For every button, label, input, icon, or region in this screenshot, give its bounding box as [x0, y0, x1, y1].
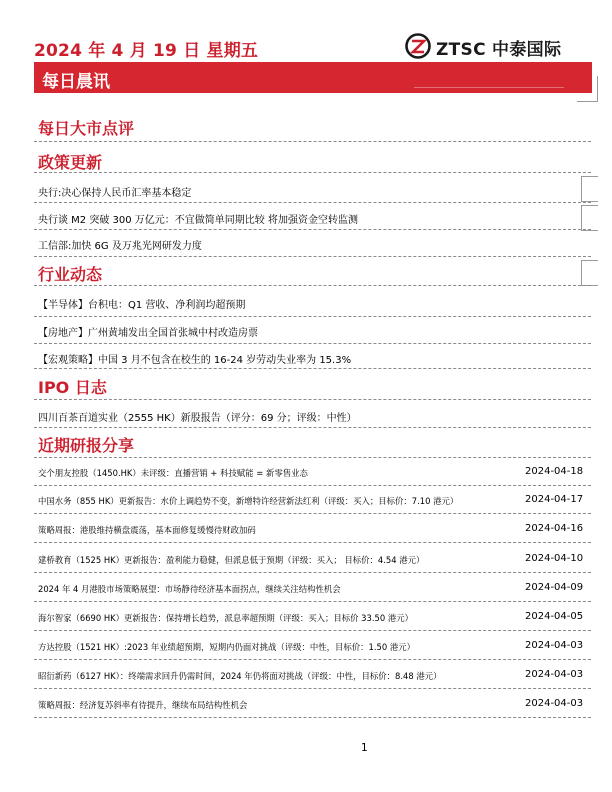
divider — [34, 399, 591, 400]
report-date: 2024-04-18 — [525, 466, 584, 477]
divider — [34, 513, 591, 514]
divider — [34, 659, 591, 660]
side-box — [581, 176, 598, 202]
report-date: 2024-04-16 — [525, 523, 584, 534]
divider — [34, 141, 591, 142]
report-title[interactable]: 策略周报：港股维持横盘震荡，基本面修复缓慢待财政加码 — [38, 525, 256, 535]
company-logo-text: ZTSC 中泰国际 — [436, 40, 562, 60]
list-item[interactable]: 【半导体】台积电：Q1 营收、净利润均超预期 — [38, 300, 246, 311]
report-date: 2024-04-09 — [525, 582, 584, 593]
divider — [34, 485, 591, 486]
divider — [34, 542, 591, 543]
report-title[interactable]: 策略周报：经济复苏斜率有待提升，继续布局结构性机会 — [38, 700, 248, 710]
section-title-ipo: IPO 日志 — [38, 378, 107, 397]
report-title[interactable]: 交个朋友控股（1450.HK）未评级：直播营销 + 科技赋能 = 新零售业态 — [38, 468, 308, 478]
section-title-market: 每日大市点评 — [38, 119, 135, 138]
section-title-policy: 政策更新 — [38, 153, 103, 172]
divider — [34, 316, 591, 317]
section-title-industry: 行业动态 — [38, 265, 103, 284]
report-title[interactable]: 建桥教育（1525 HK）更新报告：盈利能力稳健，但派息低于预期（评级：买入； 目标价：4.54 港元） — [38, 555, 425, 565]
divider — [34, 688, 591, 689]
section-title-research: 近期研报分享 — [38, 436, 135, 455]
list-item[interactable]: 【房地产】广州黄埔发出全国首张城中村改造房票 — [38, 328, 258, 339]
list-item[interactable]: 【宏观策略】中国 3 月不包含在校生的 16-24 岁劳动失业率为 15.3% — [38, 355, 352, 366]
report-title[interactable]: 昭衍新药（6127 HK）：终端需求回升仍需时间，2024 年仍将面对挑战（评级：中性，目标价：8.48 港元） — [38, 671, 442, 681]
report-date: 2024-04-03 — [525, 669, 584, 680]
report-date: 2024-04-03 — [525, 640, 584, 651]
divider — [34, 457, 591, 458]
divider — [34, 285, 591, 286]
list-item[interactable]: 央行谈 M2 突破 300 万亿元：不宜做简单同期比较 将加强资金空转监测 — [38, 215, 358, 226]
divider — [34, 172, 591, 173]
report-date: 2024-04-05 — [525, 611, 584, 622]
report-title[interactable]: 方达控股（1521 HK）:2023 年业绩超预期，短期内仍面对挑战（评级：中性，目标价：1.50 港元） — [38, 642, 415, 652]
page-number: 1 — [361, 742, 368, 754]
list-item[interactable]: 工信部:加快 6G 及万兆光网研发力度 — [38, 241, 202, 252]
divider — [34, 427, 591, 428]
report-title[interactable]: 海尔智家（6690 HK）更新报告：保持增长趋势，派息率超预期（评级：买入；目标价 33.50 港元） — [38, 613, 413, 623]
banner-title: 每日晨讯 — [42, 72, 110, 92]
divider — [34, 202, 591, 203]
title-banner — [34, 62, 592, 93]
list-item[interactable]: 央行:决心保持人民币汇率基本稳定 — [38, 188, 192, 199]
report-date: 2024-04-17 — [525, 494, 584, 505]
divider — [34, 256, 591, 257]
report-date: 2024-04-10 — [525, 553, 584, 564]
divider — [34, 343, 591, 344]
side-box — [581, 260, 598, 286]
list-item[interactable]: 四川百茶百道实业（2555 HK）新股报告（评分：69 分；评级：中性） — [38, 413, 357, 424]
report-title[interactable]: 2024 年 4 月港股市场策略展望：市场静待经济基本面拐点，继续关注结构性机会 — [38, 584, 341, 594]
report-date: 2024 年 4 月 19 日 星期五 — [34, 41, 259, 61]
report-title[interactable]: 中国水务（855 HK）更新报告：水价上调趋势不变，新增特许经营新法红利（评级：买入；目标价：7.10 港元） — [38, 496, 459, 506]
divider — [34, 601, 591, 602]
divider — [34, 717, 591, 718]
banner-decoration — [414, 87, 564, 88]
divider — [34, 572, 591, 573]
divider — [34, 368, 591, 369]
divider — [34, 229, 591, 230]
report-date: 2024-04-03 — [525, 698, 584, 709]
side-box — [581, 205, 598, 231]
divider — [34, 630, 591, 631]
